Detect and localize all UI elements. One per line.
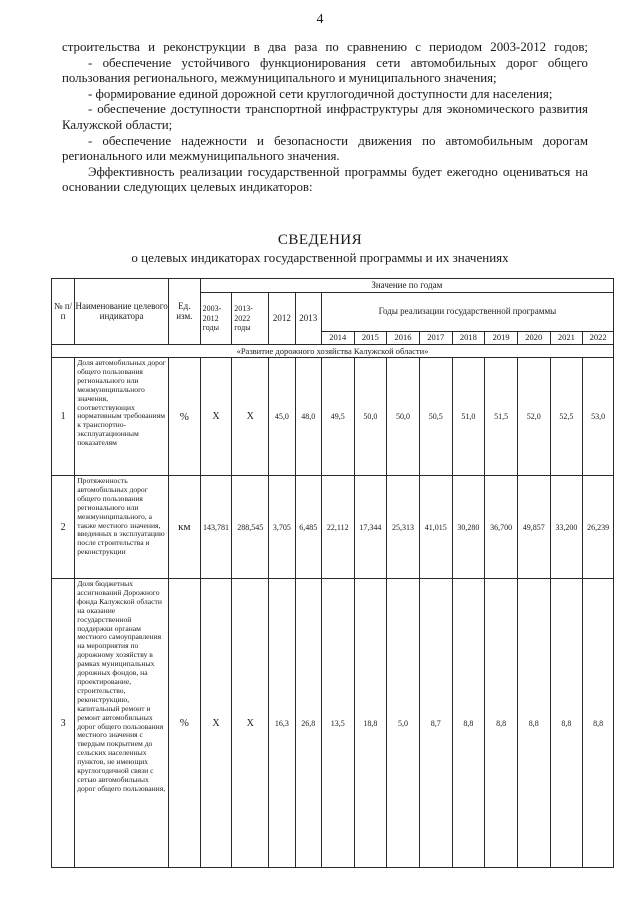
- indicator-name: Доля бюджетных ассигнований Дорожного фонда Калужской области на оказание государственной поддержки органам местного самоуправления на мероприятия по дорожному хозяйству в рамках муниципальных дорожных фондов, на проектирование, строительство, реконструкцию, капитальный ремонт и ремонт автомобильных дорог общего пользования местного значения с твердым покрытием до сельских населенных пунктов, не имеющих круглогодичной связи с сетью автомобильных дорог общего пользования,: [75, 579, 169, 868]
- header-no: № п/п: [52, 279, 75, 345]
- value-2013: 48,0: [295, 358, 321, 476]
- header-program-years: Годы реализации государственной программы: [321, 293, 613, 332]
- value-year: 36,700: [485, 476, 518, 579]
- value-year: 22,112: [321, 476, 354, 579]
- value-year: 41,015: [419, 476, 452, 579]
- header-name: Наименование целевого индикатора: [75, 279, 169, 345]
- value-period-1: 143,781: [200, 476, 232, 579]
- indicator-unit: %: [169, 579, 201, 868]
- header-year: 2015: [354, 332, 387, 345]
- value-2013: 6,485: [295, 476, 321, 579]
- header-year: 2018: [452, 332, 485, 345]
- value-year: 52,0: [517, 358, 550, 476]
- indicators-table: [51, 278, 614, 868]
- value-year: 17,344: [354, 476, 387, 579]
- value-year: 26,239: [583, 476, 614, 579]
- value-2013: 26,8: [295, 579, 321, 868]
- value-2012: 16,3: [269, 579, 295, 868]
- header-year: 2016: [387, 332, 420, 345]
- value-period-1: X: [200, 579, 232, 868]
- value-year: 8,8: [550, 579, 583, 868]
- header-2012: 2012: [269, 293, 295, 345]
- heading-title: СВЕДЕНИЯ: [277, 232, 363, 248]
- value-year: 5,0: [387, 579, 420, 868]
- value-year: 18,8: [354, 579, 387, 868]
- value-year: 50,0: [354, 358, 387, 476]
- header-unit: Ед. изм.: [169, 279, 201, 345]
- header-year: 2021: [550, 332, 583, 345]
- program-title-row: «Развитие дорожного хозяйства Калужской области»: [52, 345, 614, 358]
- row-number: 2: [52, 476, 75, 579]
- header-values-group: Значение по годам: [200, 279, 613, 293]
- value-year: 49,857: [517, 476, 550, 579]
- table-row: [52, 579, 614, 868]
- value-year: 50,0: [387, 358, 420, 476]
- value-year: 8,8: [517, 579, 550, 868]
- paragraph-2: - обеспечение устойчивого функционирования сети автомобильных дорог общего пользования регионального, межмуниципального и муниципального значения;: [62, 55, 588, 86]
- paragraph-3: - формирование единой дорожной сети круглогодичной доступности для населения;: [88, 86, 553, 101]
- paragraph-6: Эффективность реализации государственной программы будет ежегодно оцениваться на основании следующих целевых индикаторов:: [62, 164, 588, 195]
- value-2012: 45,0: [269, 358, 295, 476]
- value-year: 52,5: [550, 358, 583, 476]
- value-year: 51,5: [485, 358, 518, 476]
- indicator-name: Доля автомобильных дорог общего пользования регионального или межмуниципального значения, соответствующих нормативным требованиям к транспортно-эксплуатационным показателям: [75, 358, 169, 476]
- header-year: 2014: [321, 332, 354, 345]
- header-period-1: 2003-2012 годы: [200, 293, 232, 345]
- value-year: 33,200: [550, 476, 583, 579]
- value-period-2: 288,545: [232, 476, 269, 579]
- paragraph-4: - обеспечение доступности транспортной инфраструктуры для экономического развития Калужской области;: [62, 102, 588, 132]
- header-year: 2017: [419, 332, 452, 345]
- value-year: 51,0: [452, 358, 485, 476]
- header-2013: 2013: [295, 293, 321, 345]
- value-year: 8,8: [485, 579, 518, 868]
- paragraph-5: - обеспечение надежности и безопасности движения по автомобильным дорогам регионального или межмуниципального значения.: [62, 133, 588, 164]
- indicator-unit: км: [169, 476, 201, 579]
- value-year: 13,5: [321, 579, 354, 868]
- body-text: [62, 40, 588, 196]
- value-period-2: X: [232, 579, 269, 868]
- value-year: 30,280: [452, 476, 485, 579]
- header-period-2: 2013-2022 годы: [232, 293, 269, 345]
- value-year: 8,8: [452, 579, 485, 868]
- table-heading: [0, 232, 640, 266]
- value-year: 8,7: [419, 579, 452, 868]
- value-year: 53,0: [583, 358, 614, 476]
- header-year: 2019: [485, 332, 518, 345]
- table-row: [52, 476, 614, 579]
- indicator-name: Протяженность автомобильных дорог общего пользования регионального или межмуниципального, а также местного значения, введенных в эксплуатацию после строительства и реконструкции: [75, 476, 169, 579]
- value-year: 8,8: [583, 579, 614, 868]
- indicator-unit: %: [169, 358, 201, 476]
- row-number: 1: [52, 358, 75, 476]
- page-number: 4: [316, 12, 324, 27]
- table-row: [52, 358, 614, 476]
- value-year: 25,313: [387, 476, 420, 579]
- value-2012: 3,705: [269, 476, 295, 579]
- header-year: 2022: [583, 332, 614, 345]
- paragraph-1: строительства и реконструкции в два раза по сравнению с периодом 2003-2012 годов;: [62, 40, 588, 54]
- value-period-2: X: [232, 358, 269, 476]
- row-number: 3: [52, 579, 75, 868]
- value-year: 50,5: [419, 358, 452, 476]
- value-period-1: X: [200, 358, 232, 476]
- value-year: 49,5: [321, 358, 354, 476]
- header-year: 2020: [517, 332, 550, 345]
- heading-subtitle: о целевых индикаторах государственной программы и их значениях: [131, 250, 509, 265]
